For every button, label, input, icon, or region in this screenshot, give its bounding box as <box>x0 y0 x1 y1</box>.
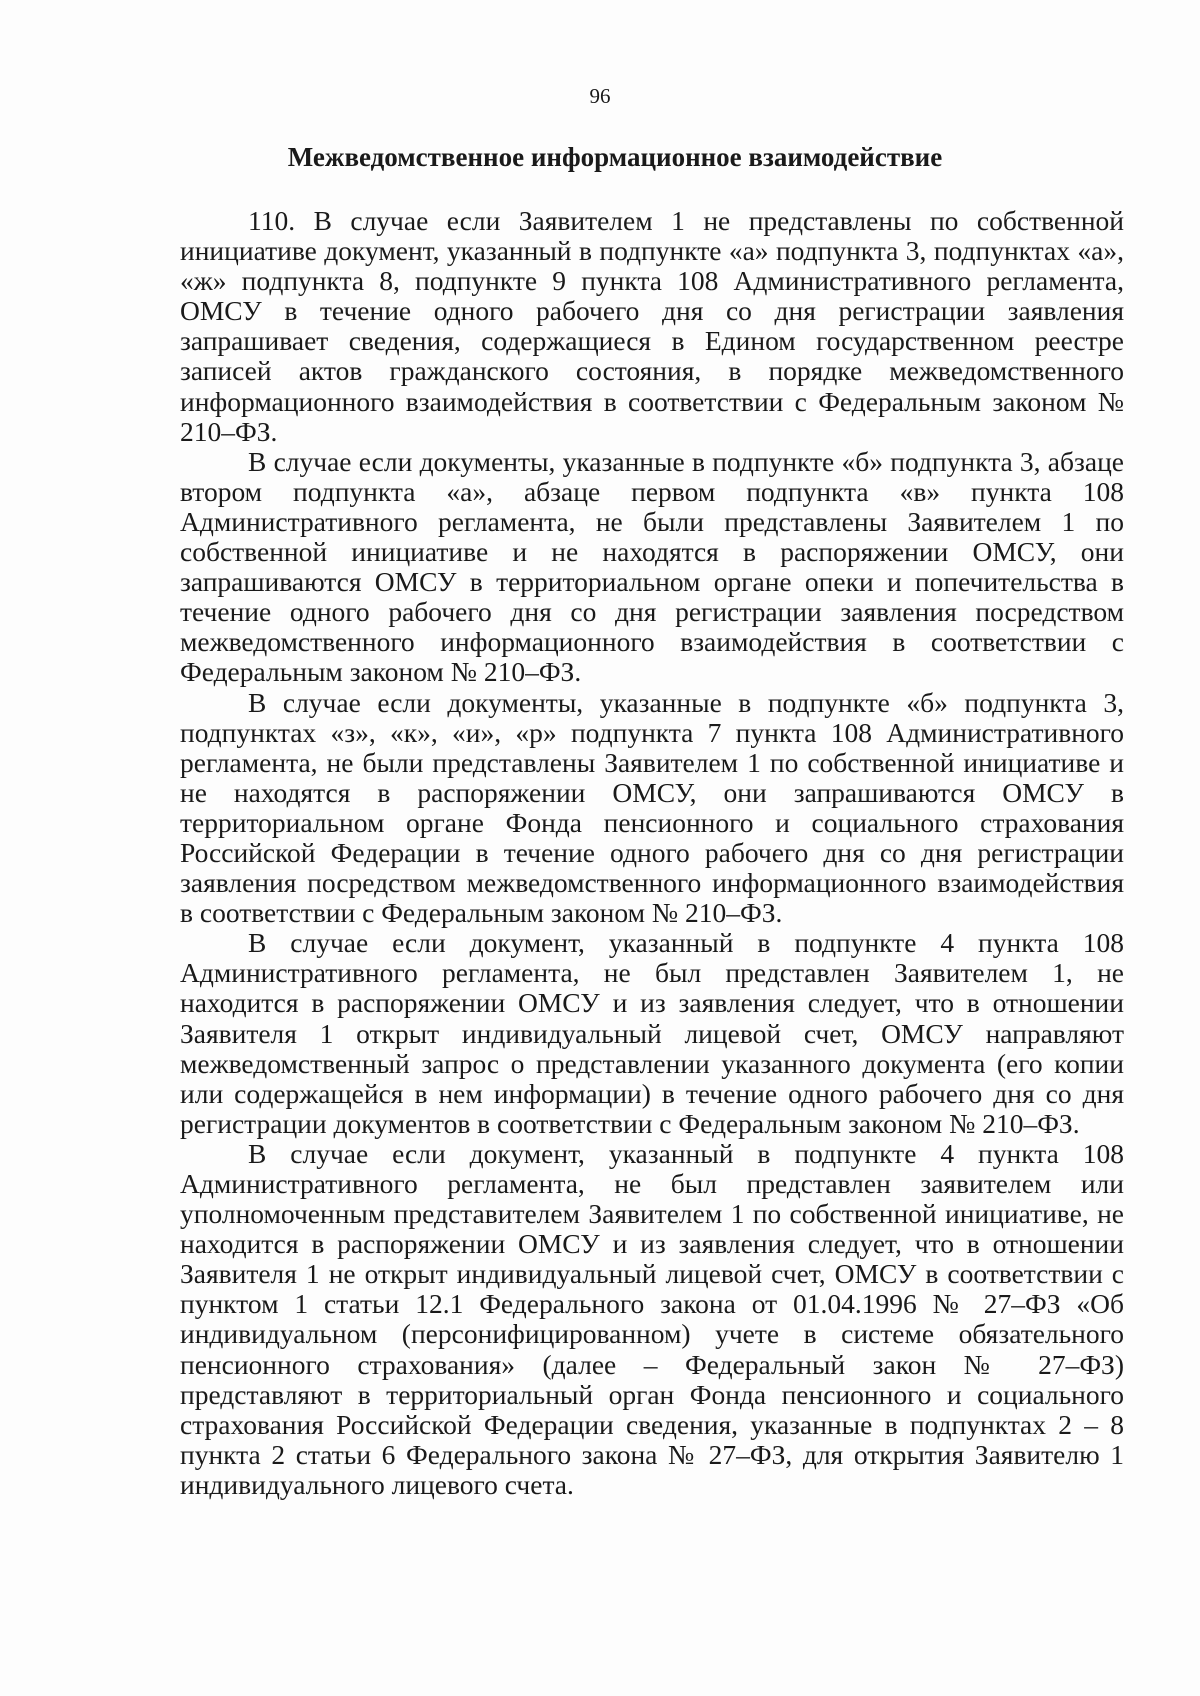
paragraph-personal-account-open: В случае если документ, указанный в подпункте 4 пункта 108 Административного регламента, не был представлен Заявителем 1, не находится в распоряжении ОМСУ и из заявления следует, что в отношении Заявителя 1 открыт индивидуальный лицевой счет, ОМСУ направляют межведомственный запрос о представлении указанного документа (его копии или содержащейся в нем информации) в течение одного рабочего дня со дня регистрации документов в соответствии с Федеральным законом № 210–ФЗ. <box>180 927 1124 1139</box>
paragraph-110: 110. В случае если Заявителем 1 не представлены по собственной инициативе документ, указанный в подпункте «а» подпункта 3, подпунктах «а», «ж» подпункта 8, подпункте 9 пункта 108 Административного регламента, ОМСУ в течение одного рабочего дня со дня регистрации заявления запрашивает сведения, содержащиеся в Едином государственном реестре записей актов гражданского состояния, в порядке межведомственного информационного взаимодействия в соответствии с Федеральным законом № 210–ФЗ. <box>180 205 1124 447</box>
paragraph-personal-account-not-open: В случае если документ, указанный в подпункте 4 пункта 108 Административного регламента, не был представлен заявителем или уполномоченным представителем Заявителем 1 по собственной инициативе, не находится в распоряжении ОМСУ и из заявления следует, что в отношении Заявителя 1 не открыт индивидуальный лицевой счет, ОМСУ в соответствии с пунктом 1 статьи 12.1 Федерального закона от 01.04.1996 № 27–ФЗ «Об индивидуальном (персонифицированном) учете в системе обязательного пенсионного страхования» (далее – Федеральный закон № 27–ФЗ) представляют в территориальный орган Фонда пенсионного и социального страхования Российской Федерации сведения, указанные в подпунктах 2 – 8 пункта 2 статьи 6 Федерального закона № 27–ФЗ, для открытия Заявителю 1 индивидуального лицевого счета. <box>180 1137 1124 1500</box>
section-heading: Межведомственное информационное взаимодействие <box>287 142 943 172</box>
paragraph-guardianship-request: В случае если документы, указанные в подпункте «б» подпункта 3, абзаце втором подпункта «а», абзаце первом подпункта «в» пункта 108 Административного регламента, не были представлены Заявителем 1 по собственной инициативе и не находятся в распоряжении ОМСУ, они запрашиваются ОМСУ в территориальном органе опеки и попечительства в течение одного рабочего дня со дня регистрации заявления посредством межведомственного информационного взаимодействия в соответствии с Федеральным законом № 210–ФЗ. <box>180 445 1124 688</box>
document-body <box>180 206 1124 1500</box>
page-number: 96 <box>589 84 611 108</box>
paragraph-pension-fund-request: В случае если документы, указанные в подпункте «б» подпункта 3, подпунктах «з», «к», «и», «р» подпункта 7 пункта 108 Административного регламента, не были представлены Заявителем 1 по собственной инициативе и не находятся в распоряжении ОМСУ, они запрашиваются ОМСУ в территориальном органе Фонда пенсионного и социального страхования Российской Федерации в течение одного рабочего дня со дня регистрации заявления посредством межведомственного информационного взаимодействия в соответствии с Федеральным законом № 210–ФЗ. <box>180 686 1124 929</box>
